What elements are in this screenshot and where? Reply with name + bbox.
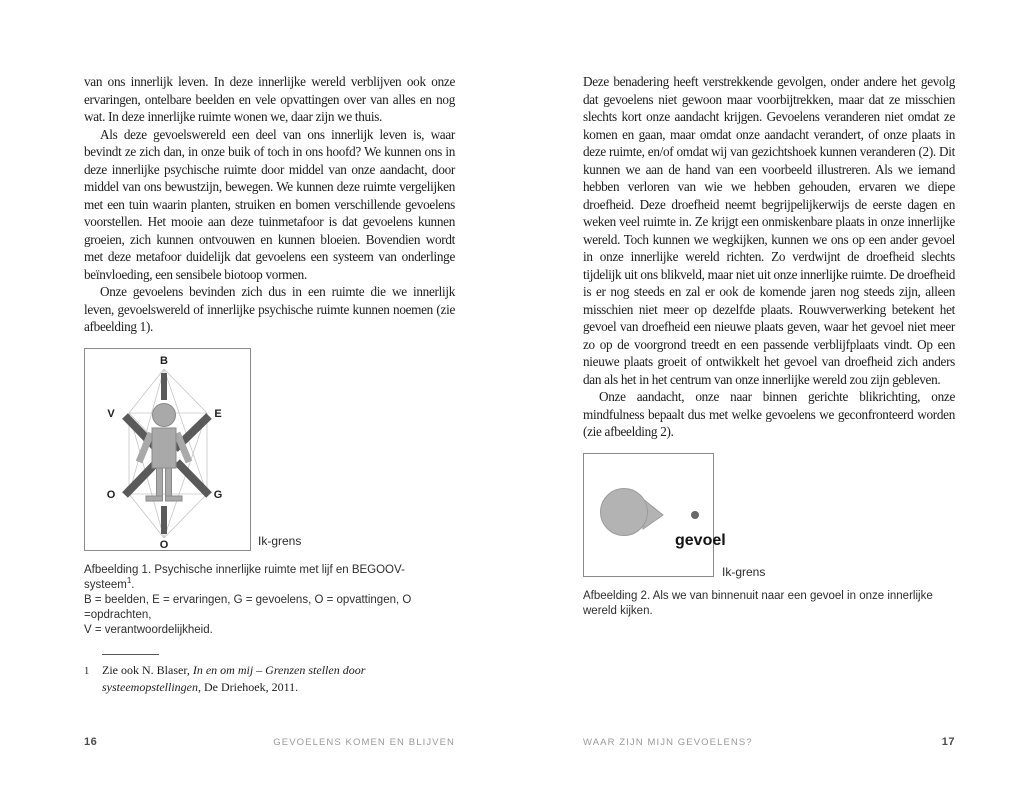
body-paragraph: Onze aandacht, onze naar binnen gerichte blikrichting, onze mindfulness bepaalt dus met welke gevoelens we geconfronteerd worden (zie afbeelding 2). [583,389,955,439]
footnote-rule [102,654,159,655]
body-paragraph: Deze benadering heeft verstrekkende gevolgen, onder andere het gevolg dat gevoelens niet gewoon maar voorbijtrekken, maar dat ze misschien slechts kort onze aandacht krijgen. Gevoelens veranderen niet omdat ze komen en gaan, maar omdat onze aandacht verandert, of onze plaats in deze ruimte, en/of omdat wij van gezichtshoek kunnen veranderen (2). Dit kunnen we aan de hand van een voorbeeld illustreren. Als we iemand hebben verloren van wie we hebben gehouden, ervaren we diepe droefheid. Deze droefheid neemt begrijpelijkerwijs de eerste dagen en weken veel ruimte in. Ze krijgt een onmiskenbare plaats in onze innerlijke wereld. Toch kunnen we wegkijken, kunnen we ons op een ander gevoel in onze innerlijke wereld richten. Zo verdwijnt de droefheid slechts tijdelijk uit ons blikveld, maar niet uit onze innerlijke ruimte. De droefheid is er nog steeds en zal er ook de komende jaren nog steeds zijn, alleen misschien niet meer op dezelfde plaats. Rouwverwerking betekent het gevoel van droefheid een nieuwe plaats geven, waar het gevoel niet meer zo op de voorgrond treedt en een passende verblijfplaats vindt. Op een nieuwe plaats groeit of ontwikkelt het gevoel van droefheid zich anders dan als het in het centrum van onze innerlijke wereld zou zijn gebleven. [583,74,955,387]
page-number: 17 [941,736,955,748]
letter-v: V [107,407,115,420]
viewer-circle [601,488,648,535]
figure-1-caption [84,563,455,638]
ik-grens-label: Ik-grens [258,533,302,548]
gevoel-dot [691,511,699,519]
caption-text: V = verantwoordelijkheid. [84,623,213,636]
ik-grens-label: Ik-grens [722,564,766,579]
gevoel-diagram-svg [583,453,726,577]
caption-text: B = beelden, E = ervaringen, G = gevoelens, O = opvattingen, O =opdrachten, [84,593,412,621]
body-paragraph: Als deze gevoelswereld een deel van ons innerlijk leven is, waar bevindt ze zich dan, in onze buik of toch in ons hoofd? We kunnen ons in deze innerlijke psychische ruimte door middel van onze aandacht, door middel van ons bewustzijn, bewegen. We kunnen deze ruimte vergelijken met een tuin waarin planten, struiken en bomen verschillende gevoelens voorstellen. Het mooie aan deze tuinmetafoor is dat gevoelens kunnen groeien, zich kunnen ontvouwen en kunnen bloeien. Bovendien wordt met deze metafoor duidelijk dat gevoelens een systeem van onderlinge beïnvloeding, een sensibele biotoop vormen. [84,126,455,282]
person-torso [152,428,176,468]
figure-1-begoov-diagram [84,348,302,551]
figure-2-caption [583,589,955,619]
begoov-diagram-svg [84,348,251,551]
right-page [583,73,955,619]
body-paragraph: van ons innerlijk leven. In deze innerlijke wereld verblijven ook onze ervaringen, ontelbare beelden en vele opvattingen over van alles en nog wat. In deze innerlijke ruimte wonen we, daar zijn we thuis. [84,74,455,124]
running-title: WAAR ZIJN MIJN GEVOELENS? [583,737,753,748]
footnote-text [102,663,365,694]
footnote-reference: 1 [126,575,132,585]
caption-text: Afbeelding 2. Als we van binnenuit naar een gevoel in onze innerlijke [583,589,933,602]
page-number: 16 [84,736,98,748]
footnote-book-title: In en om mij – Grenzen stellen door systeemopstellingen [102,662,366,694]
caption-text: wereld kijken. [583,604,653,617]
footnote [84,654,455,696]
figure-2-gevoel-diagram [583,453,766,579]
letter-g: G [213,488,223,501]
running-title: GEVOELENS KOMEN EN BLIJVEN [273,737,455,748]
footnote-number: 1 [84,665,90,677]
letter-o-left: O [106,488,116,501]
caption-text: Afbeelding 1. Psychische innerlijke ruimte met lijf en BEGOOV-systeem [84,563,405,591]
gevoel-label: gevoel [675,531,726,549]
left-page [84,73,455,696]
person-head [153,403,176,426]
footnote-text-part: Zie ook N. Blaser, [102,662,193,677]
letter-b: B [160,354,168,367]
letter-o-bottom: O [159,538,169,551]
right-page-footer [583,736,955,748]
footnote-text-part: , De Driehoek, 2011. [197,679,299,694]
left-page-footer [84,736,455,748]
caption-text: . [131,578,135,591]
letter-e: E [214,407,222,420]
body-paragraph: Onze gevoelens bevinden zich dus in een ruimte die we innerlijk leven, gevoelswereld of innerlijke psychische ruimte kunnen noemen (zie afbeelding 1). [84,284,455,334]
